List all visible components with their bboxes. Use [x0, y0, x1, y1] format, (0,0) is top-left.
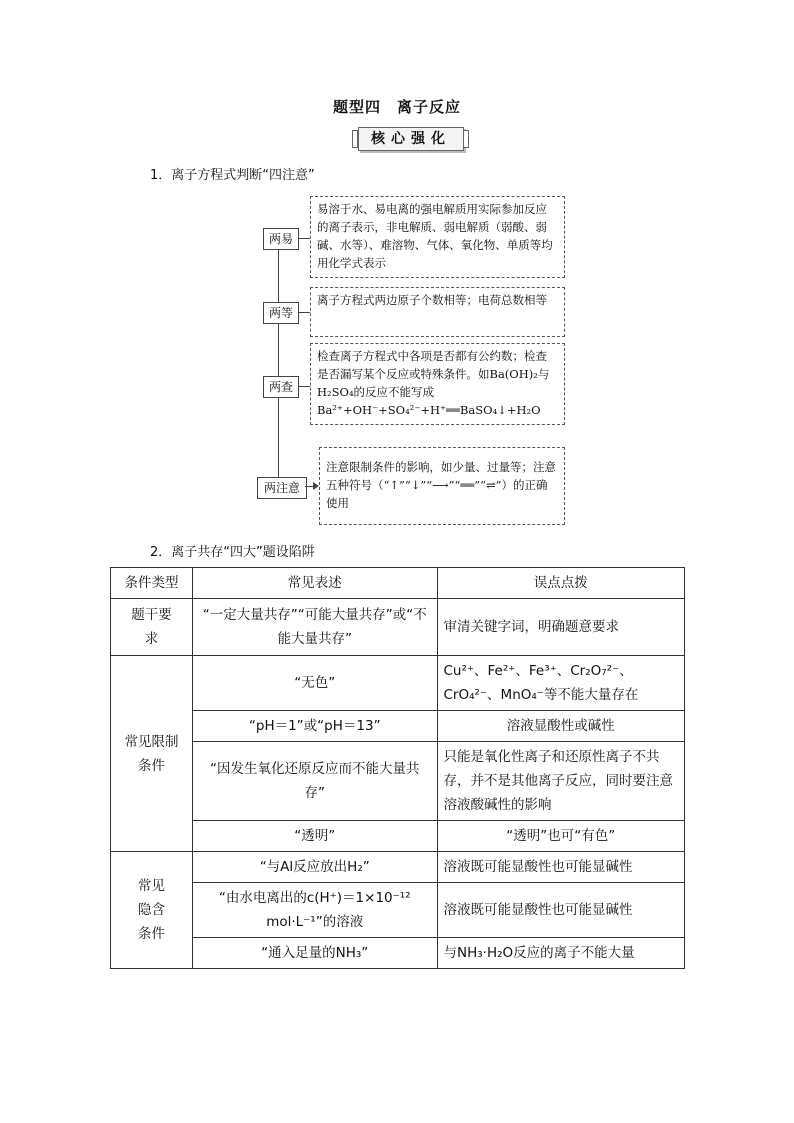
- ion-coexistence-table: [110, 567, 685, 969]
- tag-liangyi: 两易: [263, 228, 299, 250]
- tag-liangcha: 两查: [263, 376, 299, 398]
- table-row: [111, 852, 685, 883]
- table-row: [111, 742, 685, 821]
- table-row: [111, 883, 685, 938]
- table-header-row: [111, 568, 685, 599]
- cell-expression: “无色”: [192, 656, 437, 711]
- table-row: [111, 711, 685, 742]
- group-label: 题干要求: [111, 599, 193, 656]
- header-common-expression: 常见表述: [192, 568, 437, 599]
- cell-expression: “由水电离出的c(H⁺)＝1×10⁻¹² mol·L⁻¹”的溶液: [192, 883, 437, 938]
- cell-expression: “因发生氧化还原反应而不能大量共存”: [192, 742, 437, 821]
- cell-tip: 与NH₃·H₂O反应的离子不能大量: [437, 938, 685, 969]
- group-label: 常见隐含条件: [111, 852, 193, 969]
- header-tip: 误点点拨: [437, 568, 685, 599]
- tag-liangdeng: 两等: [263, 302, 299, 324]
- cell-tip: 审清关键字词，明确题意要求: [437, 599, 685, 656]
- core-badge: [352, 127, 468, 149]
- note-liangyi: 易溶于水、易电离的强电解质用实际参加反应的离子表示，非电解质、弱电解质（弱酸、弱碱、水等）、难溶物、气体、氧化物、单质等均用化学式表示: [310, 196, 565, 278]
- cell-tip: 溶液既可能显酸性也可能显碱性: [437, 852, 685, 883]
- cell-tip: “透明”也可“有色”: [437, 821, 685, 852]
- cell-tip: Cu²⁺、Fe²⁺、Fe³⁺、Cr₂O₇²⁻、CrO₄²⁻、MnO₄⁻等不能大量存在: [437, 656, 685, 711]
- cell-expression: “透明”: [192, 821, 437, 852]
- table-row: [111, 656, 685, 711]
- group-label: 常见限制条件: [111, 656, 193, 852]
- cell-tip: 只能是氧化性离子和还原性离子不共存，并不是其他离子反应，同时要注意溶液酸碱性的影响: [437, 742, 685, 821]
- table-row: [111, 599, 685, 656]
- note-liangdeng: 离子方程式两边原子个数相等；电荷总数相等: [310, 287, 565, 337]
- page-title: 题型四 离子反应: [332, 98, 461, 116]
- badge-right-mark: [463, 130, 469, 148]
- note-liangcha: 检查离子方程式中各项是否都有公约数；检查是否漏写某个反应或特殊条件。如Ba(OH)₂与H₂SO₄的反应不能写成Ba²⁺+OH⁻+SO₄²⁻+H⁺══BaSO₄↓+H₂O: [310, 343, 565, 425]
- diagram-trunk: [278, 238, 279, 487]
- cell-tip: 溶液既可能显酸性也可能显碱性: [437, 883, 685, 938]
- cell-expression: “pH＝1”或“pH＝13”: [192, 711, 437, 742]
- badge-label: 核心强化: [371, 131, 451, 147]
- table-row: [111, 821, 685, 852]
- cell-tip: 溶液显酸性或碱性: [437, 711, 685, 742]
- cell-expression: “与Al反应放出H₂”: [192, 852, 437, 883]
- cell-expression: “通入足量的NH₃”: [192, 938, 437, 969]
- table-row: [111, 938, 685, 969]
- header-condition-type: 条件类型: [111, 568, 193, 599]
- section2-heading: 2．离子共存“四大”题设陷阱: [150, 545, 315, 560]
- cell-expression: “一定大量共存”“可能大量共存”或“不能大量共存”: [192, 599, 437, 656]
- section1-heading: 1．离子方程式判断“四注意”: [150, 168, 315, 183]
- note-liangzhuyi: 注意限制条件的影响，如少量、过量等；注意五种符号（“↑”“↓”“⟶”“══”“⇌”）的正确使用: [319, 447, 565, 525]
- tag-liangzhuyi: 两注意: [257, 477, 307, 499]
